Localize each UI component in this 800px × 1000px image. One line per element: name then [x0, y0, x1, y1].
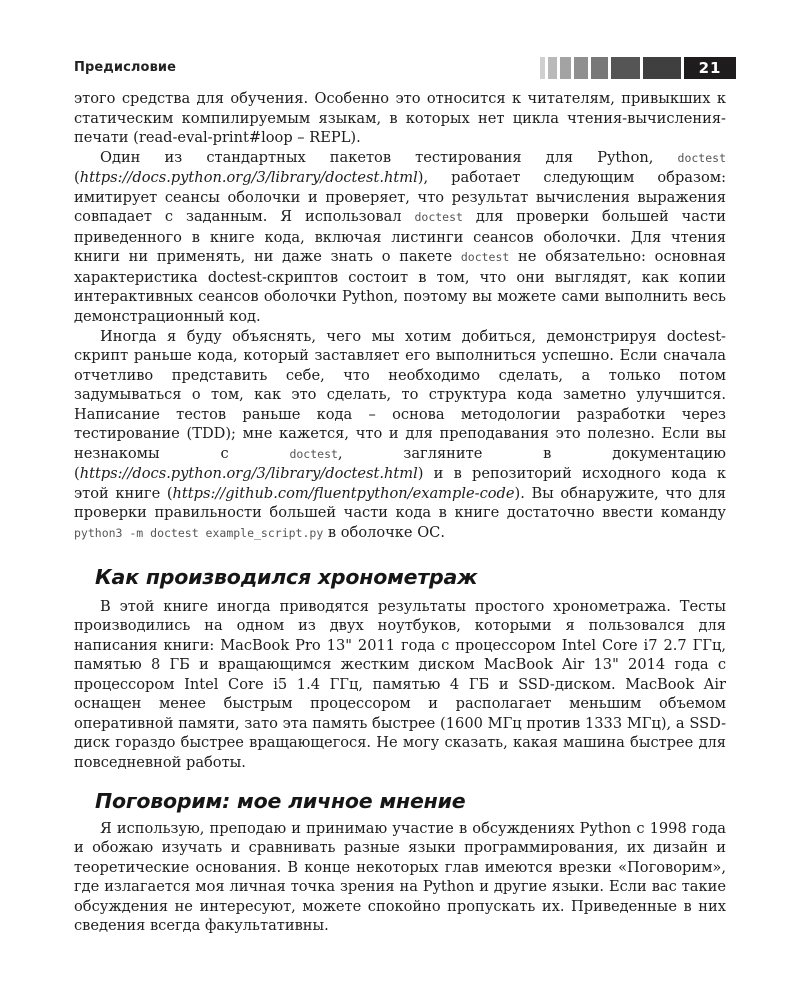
section-heading-timing: Как производился хронометраж	[95, 564, 478, 589]
text-run: ) и в репозиторий исходного кода к этой книге (	[74, 465, 726, 502]
paragraph-4-text: В этой книге иногда приводятся результаты простого хронометража. Тесты производились на одном из двух ноутбуков, которыми я пользовался для написания книги: MacBook Pro 13" 2011 года с процессором Intel Core i7 2.7 ГГц, памятью 8 ГБ и вращающимся жестким диском MacBook Air 13" 2014 года с процессором Intel Core i5 1.4 ГГц, памятью 4 ГБ и SSD-диском. MacBook Air оснащен менее быстрым процессором и располагает меньшим объемом оперативной памяти, зато эта память быстрее (1600 МГц против 1333 МГц), а SSD-диск гораздо быстрее вращающегося. Не могу сказать, какая машина быстрее для повседневной работы.	[74, 597, 726, 771]
running-header	[74, 57, 736, 79]
inline-code-command: python3 -m doctest example_script.py	[74, 526, 324, 541]
doctest-docs-link[interactable]: https://docs.python.org/3/library/doctest.html	[79, 169, 418, 187]
header-bar-7	[643, 57, 681, 79]
section-heading-soapbox: Поговорим: мое личное мнение	[95, 788, 466, 813]
doctest-docs-link[interactable]: https://docs.python.org/3/library/doctest.html	[79, 465, 418, 483]
page-number: 21	[684, 57, 736, 79]
paragraph-5	[74, 819, 726, 936]
paragraph-2	[74, 148, 726, 327]
header-bar-4	[574, 57, 588, 79]
header-bar-6	[611, 57, 640, 79]
inline-code: doctest	[414, 210, 463, 225]
text-run: ), работает следующим образом: имитирует сеансы оболочки и проверяет, что результат вычисления выражения совпадает с заданным. Я использовал	[74, 169, 726, 226]
running-title: Предисловие	[74, 60, 177, 75]
text-run: , загляните в документацию (	[74, 444, 726, 483]
inline-code: doctest	[677, 150, 726, 165]
paragraph-5-text: Я использую, преподаю и принимаю участие в обсуждениях Python с 1998 года и обожаю изучать и сравнивать разные языки программирования, их дизайн и теоретические основания. В конце некоторых глав имеются врезки «Поговорим», где излагается моя личная точка зрения на Python и другие языки. Если вас такие обсуждения не интересуют, можете спокойно пропускать их. Приведенные в них сведения всегда факультативны.	[74, 819, 726, 935]
text-run: Один из стандартных пакетов тестирования для Python,	[100, 148, 678, 166]
body-text	[74, 89, 726, 936]
text-run: не обязательно: основная характеристика doctest-скриптов состоит в том, что они выглядят, как копии интерактивных сеансов оболочки Python, поэтому вы можете сами выполнить весь демонстрационный код.	[74, 248, 726, 326]
header-bar-2	[548, 57, 557, 79]
text-run: ). Вы обнаружите, что для проверки правильности большей части кода в книге достаточно ввести команду	[74, 484, 726, 522]
github-repo-link[interactable]: https://github.com/fluentpython/example-code	[172, 484, 515, 502]
text-run: (	[74, 169, 80, 187]
header-bar-3	[560, 57, 571, 79]
header-bar-5	[591, 57, 608, 79]
text-run: для проверки большей части приведенного в книге кода, включая листинги сеансов оболочки. Для чтения книги ни применять, ни даже знать о пакете	[74, 208, 726, 266]
paragraph-1-text: этого средства для обучения. Особенно это относится к читателям, привыкших к статическим компилируемым языкам, в которых нет цикла чтения-вычисления-печати (read-eval-print#loop – REPL).	[74, 90, 726, 147]
paragraph-1	[74, 89, 726, 148]
text-run: Иногда я буду объяснять, чего мы хотим добиться, демонстрируя doctest-скрипт раньше кода, который заставляет его выполниться успешно. Если сначала отчетливо представить себе, что необходимо сделать, а только потом задумываться о том, как это сделать, то структура кода заметно улучшится. Написание тестов раньше кода – основа методологии разработки через тестирование (TDD); мне кажется, что и для преподавания это полезно. Если вы незнакомы с	[74, 327, 726, 462]
text-run: в оболочке ОС.	[323, 524, 445, 542]
inline-code: doctest	[289, 446, 338, 461]
header-bar-1	[540, 57, 545, 79]
header-decorative-bars	[540, 57, 736, 79]
paragraph-3	[74, 327, 726, 544]
paragraph-4	[74, 597, 726, 773]
inline-code: doctest	[460, 250, 510, 265]
